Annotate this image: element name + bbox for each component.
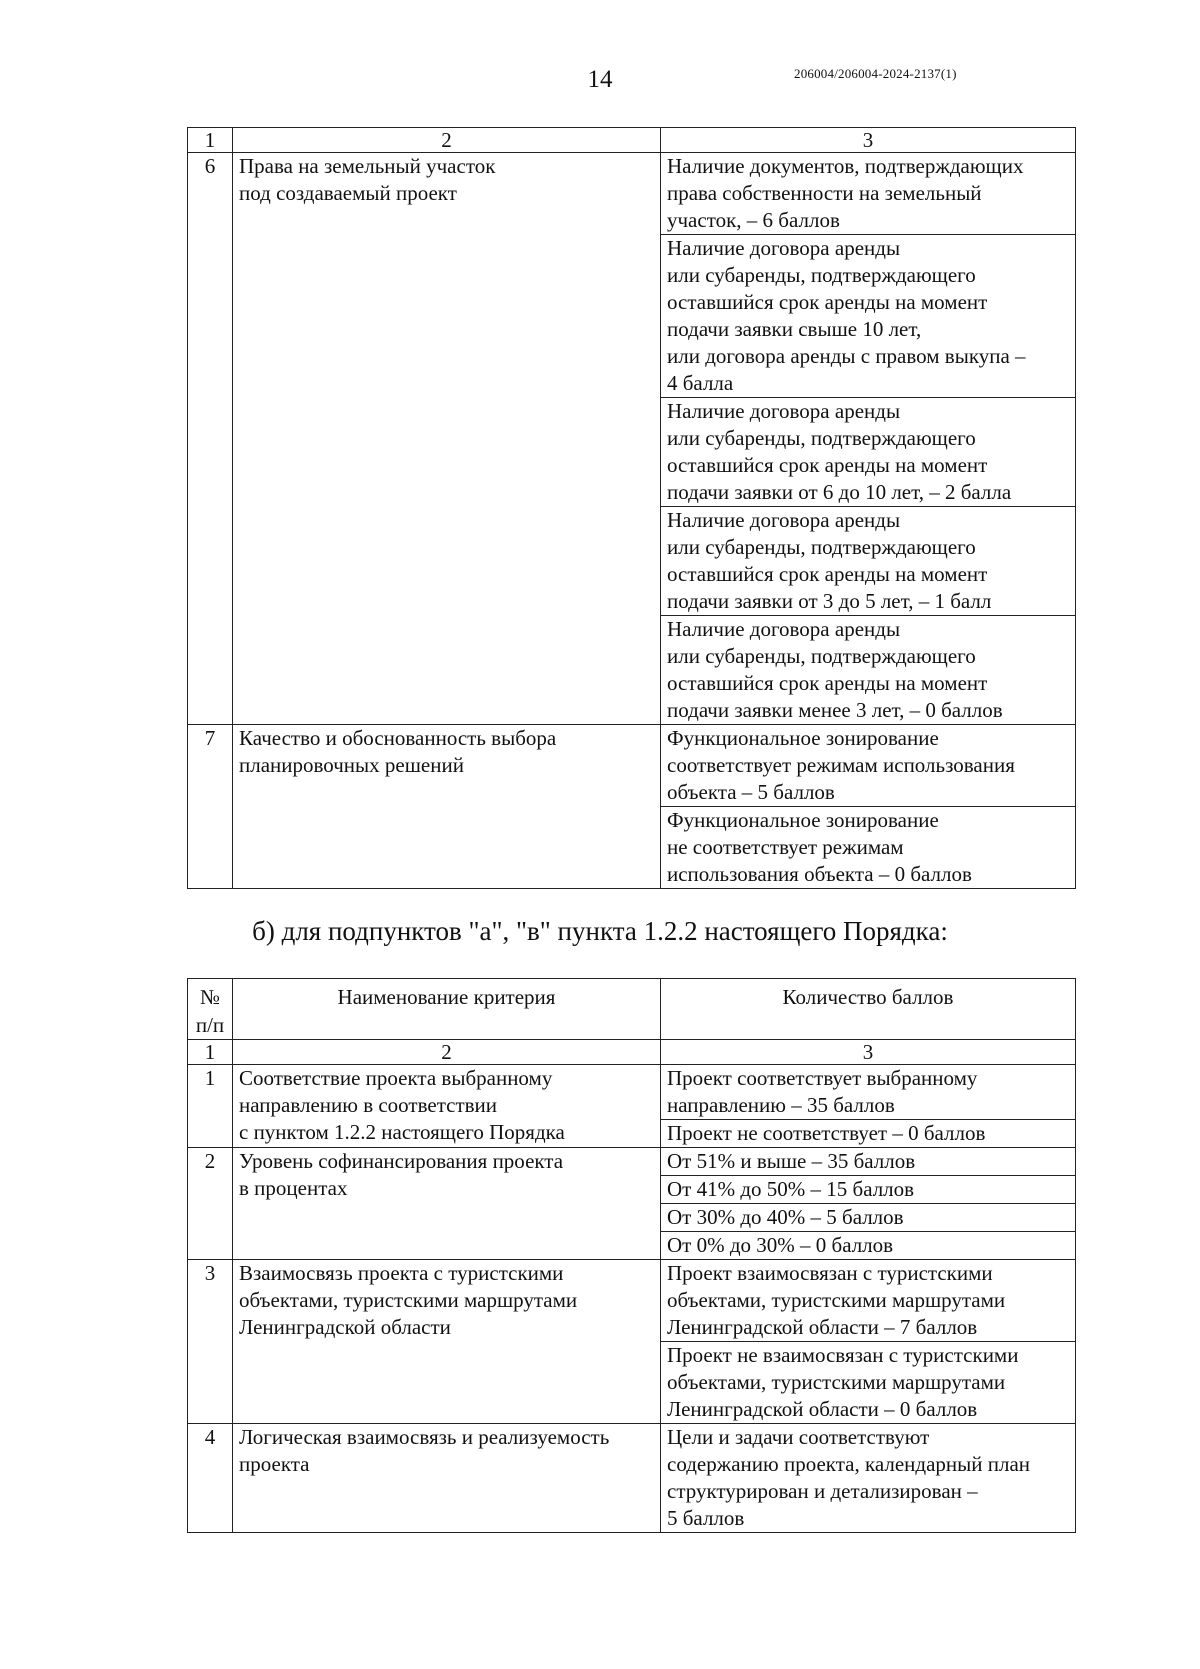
column-number: 1: [188, 128, 233, 153]
table-row: [188, 725, 1076, 807]
score-option: Наличие договора аренды или субаренды, подтверждающего оставшийся срок аренды на момент подачи заявки менее 3 лет, – 0 баллов: [661, 616, 1076, 725]
column-number: 2: [233, 1040, 661, 1065]
criterion-name: Качество и обоснованность выбора планировочных решений: [233, 725, 661, 889]
score-option: Функциональное зонирование соответствует режимам использования объекта – 5 баллов: [661, 725, 1076, 807]
row-number: 7: [188, 725, 233, 889]
criterion-name: Логическая взаимосвязь и реализуемость проекта: [233, 1424, 661, 1533]
criteria-table-b: [187, 978, 1076, 1533]
row-number: 6: [188, 153, 233, 725]
score-option: От 30% до 40% – 5 баллов: [661, 1204, 1076, 1232]
row-number: 2: [188, 1148, 233, 1260]
score-option: Цели и задачи соответствуют содержанию проекта, календарный план структурирован и детализирован – 5 баллов: [661, 1424, 1076, 1533]
column-number: 1: [188, 1040, 233, 1065]
criterion-name: Права на земельный участок под создаваемый проект: [233, 153, 661, 725]
score-option: Проект взаимосвязан с туристскими объектами, туристскими маршрутами Ленинградской области – 7 баллов: [661, 1260, 1076, 1342]
table-row: [188, 1260, 1076, 1342]
score-option: Наличие договора аренды или субаренды, подтверждающего оставшийся срок аренды на момент подачи заявки от 3 до 5 лет, – 1 балл: [661, 507, 1076, 616]
criterion-name: Уровень софинансирования проекта в процентах: [233, 1148, 661, 1260]
section-subheading: б) для подпунктов "а", "в" пункта 1.2.2 настоящего Порядка:: [252, 916, 948, 946]
table-row: [188, 153, 1076, 235]
score-option: Наличие договора аренды или субаренды, подтверждающего оставшийся срок аренды на момент подачи заявки свыше 10 лет, или договора аренды с правом выкупа – 4 балла: [661, 235, 1076, 398]
column-header: Количество баллов: [661, 979, 1076, 1040]
table-row: [188, 1065, 1076, 1120]
column-number: 3: [661, 128, 1076, 153]
criterion-name: Взаимосвязь проекта с туристскими объектами, туристскими маршрутами Ленинградской области: [233, 1260, 661, 1424]
column-number: 2: [233, 128, 661, 153]
column-number-row: [188, 128, 1076, 153]
score-option: Проект не соответствует – 0 баллов: [661, 1120, 1076, 1148]
criterion-name: Соответствие проекта выбранному направлению в соответствии с пунктом 1.2.2 настоящего Порядка: [233, 1065, 661, 1148]
table-row: [188, 1148, 1076, 1176]
column-number-row: [188, 1040, 1076, 1065]
score-option: От 51% и выше – 35 баллов: [661, 1148, 1076, 1176]
score-option: Функциональное зонирование не соответствует режимам использования объекта – 0 баллов: [661, 807, 1076, 889]
page-number: 14: [587, 66, 613, 93]
score-option: Проект соответствует выбранному направлению – 35 баллов: [661, 1065, 1076, 1120]
column-number: 3: [661, 1040, 1076, 1065]
column-header: № п/п: [188, 979, 233, 1040]
row-number: 4: [188, 1424, 233, 1533]
score-option: Наличие документов, подтверждающих права собственности на земельный участок, – 6 баллов: [661, 153, 1076, 235]
row-number: 1: [188, 1065, 233, 1148]
column-header: Наименование критерия: [233, 979, 661, 1040]
score-option: От 0% до 30% – 0 баллов: [661, 1232, 1076, 1260]
table-header-row: [188, 979, 1076, 1040]
row-number: 3: [188, 1260, 233, 1424]
table-row: [188, 1424, 1076, 1533]
score-option: От 41% до 50% – 15 баллов: [661, 1176, 1076, 1204]
score-option: Наличие договора аренды или субаренды, подтверждающего оставшийся срок аренды на момент подачи заявки от 6 до 10 лет, – 2 балла: [661, 398, 1076, 507]
criteria-table-a: [187, 127, 1076, 889]
score-option: Проект не взаимосвязан с туристскими объектами, туристскими маршрутами Ленинградской области – 0 баллов: [661, 1342, 1076, 1424]
document-id: 206004/206004-2024-2137(1): [794, 66, 957, 81]
